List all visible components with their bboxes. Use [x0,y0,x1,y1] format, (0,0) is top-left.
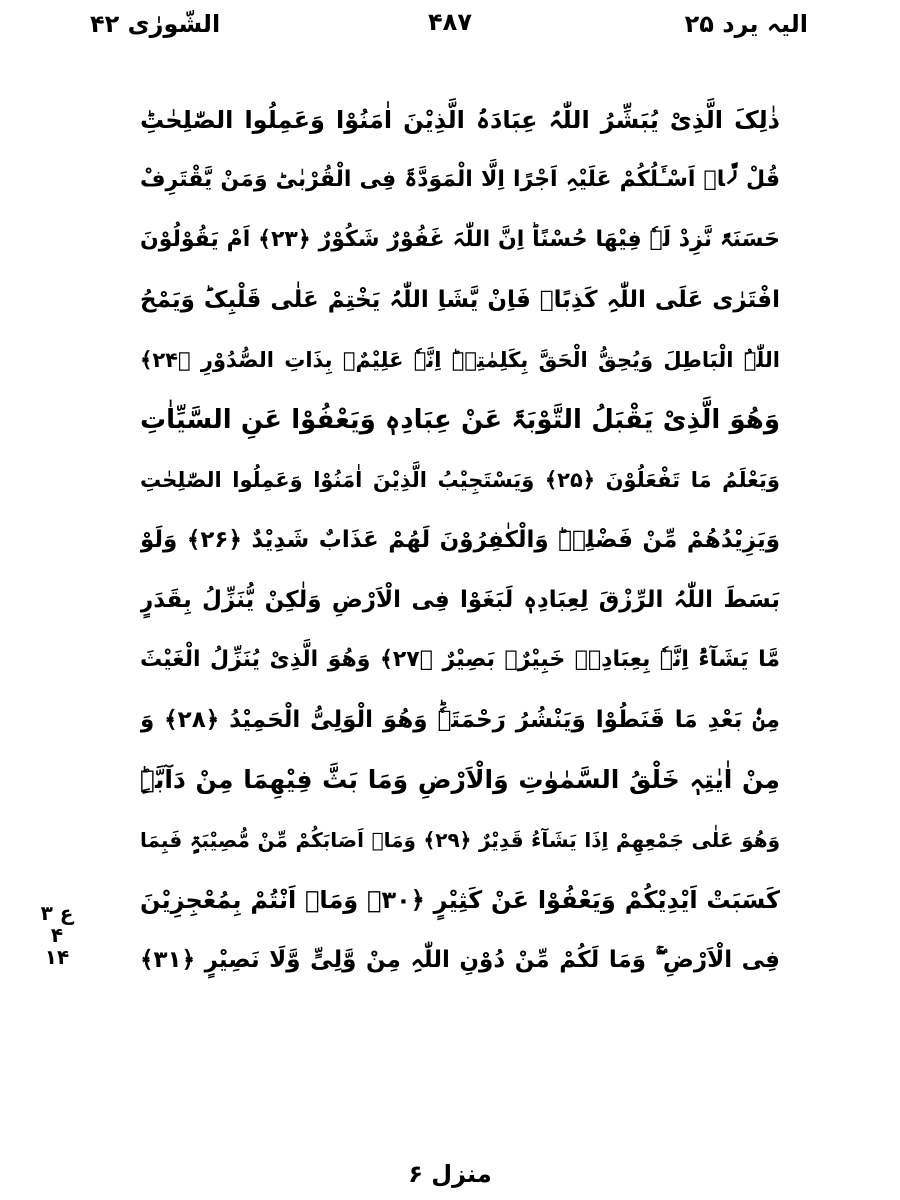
text-line: وَیَعْلَمُ مَا تَفْعَلُوْنَ ﴿۲۵﴾ وَیَسْتَجِیْبُ الَّذِیْنَ اٰمَنُوْا وَعَمِلُوا الصّٰلِحٰتِ [140,468,780,492]
text-line: اللّٰہُ الْبَاطِلَ وَیُحِقُّ الْحَقَّ بِکَلِمٰتِہٖؕ اِنَّہٗ عَلِیْمٌۢ بِذَاتِ الصُّدُوْرِ ﴿۲۴﴾ [140,348,780,372]
text-line: وَھُوَ عَلٰی جَمْعِھِمْ اِذَا یَشَآءُ قَدِیْرٌ ﴿۲۹﴾ وَمَاۤ اَصَابَکُمْ مِّنْ مُّصِیْبَۃٍ فَبِمَا [140,828,780,852]
text-line: کَسَبَتْ اَیْدِیْکُمْ وَیَعْفُوْا عَنْ کَثِیْرٍ ﴿۳۰﴾ وَمَاۤ اَنْتُمْ بِمُعْجِزِیْنَ [140,886,780,914]
text-line: افْتَرٰی عَلَی اللّٰہِ کَذِبًاۚ فَاِنْ یَّشَاِ اللّٰہُ یَخْتِمْ عَلٰی قَلْبِکَؕ وَیَمْحُ [140,287,780,313]
manzil-footer: منزل ۶ [408,1160,492,1188]
ruku-marker-line: ۴ [50,923,64,947]
text-line: قُلْ لَّاۤ اَسْـَٔلُکُمْ عَلَیْہِ اَجْرًا اِلَّا الْمَوَدَّۃَ فِی الْقُرْبٰیؕ وَمَنْ یَّقْتَرِفْ [140,167,780,192]
ruku-marker-line: ع ۳ [40,901,74,925]
text-line: مِنْۢ بَعْدِ مَا قَنَطُوْا وَیَنْشُرُ رَحْمَتَہٗؕ وَھُوَ الْوَلِیُّ الْحَمِیْدُ ﴿۲۸﴾ وَ [140,707,780,733]
quran-text-block [140,90,780,990]
ruku-marker-line: ۱۴ [44,945,70,969]
text-line: مِنْ اٰیٰتِہٖ خَلْقُ السَّمٰوٰتِ وَالْاَرْضِ وَمَا بَثَّ فِیْھِمَا مِنْ دَآبَّۃٍؕ [140,765,780,794]
text-line: وَیَزِیْدُھُمْ مِّنْ فَضْلِہٖؕ وَالْکٰفِرُوْنَ لَھُمْ عَذَابٌ شَدِیْدٌ ﴿۲۶﴾ وَلَوْ [140,527,780,553]
text-line: فِی الْاَرْضِ ۚۖ وَمَا لَکُمْ مِّنْ دُوْنِ اللّٰہِ مِنْ وَّلِیٍّ وَّلَا نَصِیْرٍ ﴿۳۱﴾ [140,947,780,973]
ruku-marker [32,902,82,972]
text-line: ذٰلِکَ الَّذِیْ یُبَشِّرُ اللّٰہُ عِبَادَہُ الَّذِیْنَ اٰمَنُوْا وَعَمِلُوا الصّٰلِحٰتِؕ [140,106,780,134]
text-line: وَھُوَ الَّذِیْ یَقْبَلُ التَّوْبَۃَ عَنْ عِبَادِہٖ وَیَعْفُوْا عَنِ السَّیِّاٰتِ [140,405,780,435]
page-header [0,6,900,46]
text-line: حَسَنَۃً نَّزِدْ لَہٗ فِیْھَا حُسْنًاؕ اِنَّ اللّٰہَ غَفُوْرٌ شَکُوْرٌ ﴿۲۳﴾ اَمْ یَقُوْلُوْنَ [140,227,780,252]
text-line: مَّا یَشَآءُؕ اِنَّہٗ بِعِبَادِہٖ خَبِیْرٌۢ بَصِیْرٌ ﴿۲۷﴾ وَھُوَ الَّذِیْ یُنَزِّلُ الْغَیْثَ [140,647,780,672]
surah-title: الشّورٰی ۴۲ [90,10,221,38]
juz-title: الیہ یرد ۲۵ [684,10,808,38]
page-number: ۴۸۷ [428,8,472,36]
text-line: بَسَطَ اللّٰہُ الرِّزْقَ لِعِبَادِہٖ لَبَغَوْا فِی الْاَرْضِ وَلٰکِنْ یُّنَزِّلُ بِقَدَرٍ [140,587,780,613]
